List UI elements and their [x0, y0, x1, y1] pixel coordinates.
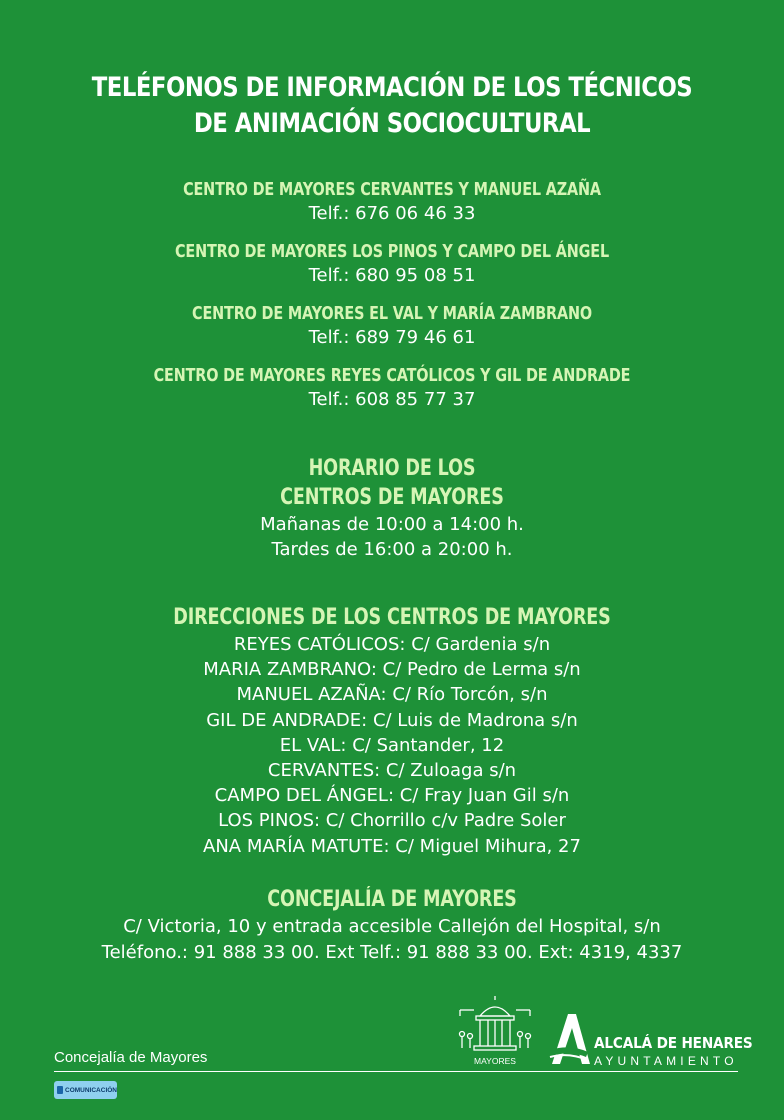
center-name: CENTRO DE MAYORES REYES CATÓLICOS Y GIL DE ANDRADE: [153, 365, 631, 386]
communication-icon: [57, 1086, 63, 1094]
center-phone: Telf.: 689 79 46 61: [308, 327, 476, 348]
concejalia-heading: CONCEJALÍA DE MAYORES: [267, 887, 517, 912]
hours-morning: Mañanas de 10:00 a 14:00 h.: [260, 514, 524, 535]
hours-afternoon: Tardes de 16:00 a 20:00 h.: [271, 539, 513, 560]
footer-divider: [54, 1071, 738, 1072]
address-item: MARIA ZAMBRANO: C/ Pedro de Lerma s/n: [203, 659, 581, 681]
center-name: CENTRO DE MAYORES LOS PINOS Y CAMPO DEL ÁNGEL: [175, 241, 609, 262]
city-council-logo: [548, 1010, 753, 1070]
center-name: CENTRO DE MAYORES EL VAL Y MARÍA ZAMBRANO: [192, 303, 592, 324]
kiosk-icon: [450, 996, 540, 1056]
address-item: GIL DE ANDRADE: C/ Luis de Madrona s/n: [206, 709, 578, 731]
address-item: REYES CATÓLICOS: C/ Gardenia s/n: [233, 634, 551, 655]
hours-heading-2: CENTROS DE MAYORES: [280, 485, 504, 510]
concejalia-phones: Teléfono.: 91 888 33 00. Ext Telf.: 91 888 33 00. Ext: 4319, 4337: [101, 941, 683, 963]
technicians-phone-list: [0, 178, 784, 426]
address-item: LOS PINOS: C/ Chorrillo c/v Padre Soler: [218, 810, 566, 832]
center-phone: Telf.: 680 95 08 51: [308, 265, 476, 286]
mayores-logo-label: MAYORES: [474, 1056, 516, 1066]
hours-heading-1: HORARIO DE LOS: [308, 456, 476, 481]
center-entry: [0, 364, 784, 412]
communication-badge: [54, 1081, 117, 1099]
center-entry: [0, 240, 784, 288]
concejalia-address: C/ Victoria, 10 y entrada accesible Callejón del Hospital, s/n: [123, 916, 661, 937]
center-phone: Telf.: 676 06 46 33: [308, 203, 476, 224]
page-title: [55, 70, 729, 142]
title-line-1: TELÉFONOS DE INFORMACIÓN DE LOS TÉCNICOS: [91, 72, 693, 103]
center-entry: [0, 302, 784, 350]
concejalia-contact: [0, 885, 784, 965]
address-item: EL VAL: C/ Santander, 12: [279, 734, 505, 756]
title-line-2: DE ANIMACIÓN SOCIOCULTURAL: [193, 108, 591, 139]
address-item: MANUEL AZAÑA: C/ Río Torcón, s/n: [236, 684, 548, 706]
department-label: Concejalía de Mayores: [54, 1049, 208, 1066]
opening-hours: [0, 454, 784, 562]
city-sub: AYUNTAMIENTO: [594, 1054, 738, 1068]
center-name: CENTRO DE MAYORES CERVANTES Y MANUEL AZAÑA: [183, 179, 601, 200]
city-name: ALCALÁ DE HENARES: [594, 1034, 753, 1052]
address-item: ANA MARÍA MATUTE: C/ Miguel Mihura, 27: [203, 835, 581, 857]
mayores-logo: [450, 996, 540, 1068]
center-phone: Telf.: 608 85 77 37: [308, 389, 476, 410]
address-item: CERVANTES: C/ Zuloaga s/n: [267, 760, 517, 782]
alcala-a-icon: [548, 1010, 592, 1068]
addresses-heading: DIRECCIONES DE LOS CENTROS DE MAYORES: [173, 605, 611, 630]
address-item: CAMPO DEL ÁNGEL: C/ Fray Juan Gil s/n: [214, 785, 570, 807]
center-entry: [0, 178, 784, 226]
communication-badge-label: COMUNICACIÓN: [65, 1086, 117, 1094]
center-addresses: [0, 603, 784, 859]
